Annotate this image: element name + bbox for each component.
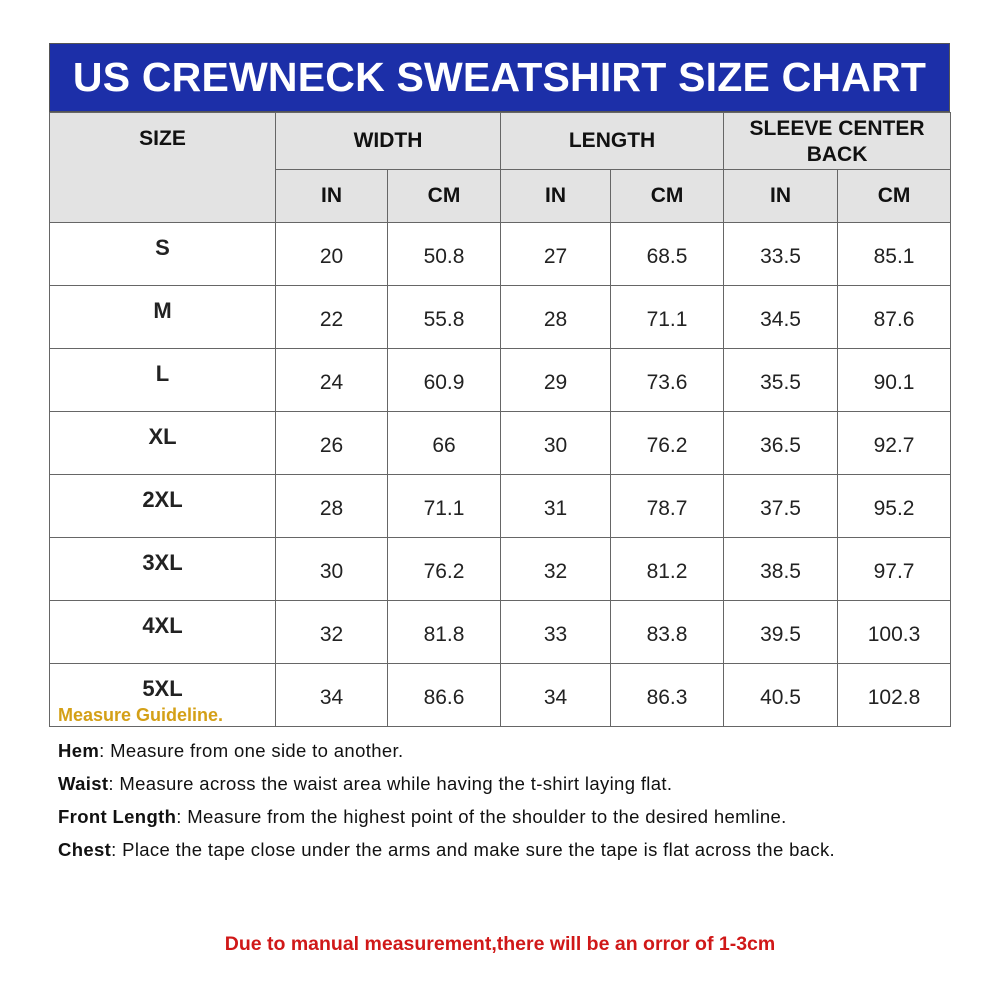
size-cell: 4XL bbox=[50, 601, 276, 664]
guideline-text: : Measure from one side to another. bbox=[99, 740, 404, 761]
guideline-term: Waist bbox=[58, 772, 109, 794]
table-row bbox=[50, 286, 951, 349]
sleeve-in-cell: 33.5 bbox=[724, 223, 838, 286]
guideline-item-waist bbox=[58, 768, 958, 801]
sleeve-in-cell: 40.5 bbox=[724, 664, 838, 727]
width-cm-cell: 81.8 bbox=[388, 601, 501, 664]
sleeve-in-cell: 37.5 bbox=[724, 475, 838, 538]
length-in-cell: 31 bbox=[501, 475, 611, 538]
length-cm-header: CM bbox=[611, 170, 724, 223]
guideline-text: : Place the tape close under the arms and make sure the tape is flat across the back. bbox=[111, 838, 836, 860]
table-body bbox=[50, 223, 951, 727]
sleeve-cm-cell: 92.7 bbox=[838, 412, 951, 475]
size-cell: L bbox=[50, 349, 276, 412]
length-in-cell: 34 bbox=[501, 664, 611, 727]
sleeve-in-cell: 36.5 bbox=[724, 412, 838, 475]
size-cell: 3XL bbox=[50, 538, 276, 601]
guideline-term: Chest bbox=[58, 838, 112, 860]
size-cell: 5XL bbox=[50, 664, 276, 727]
width-header: WIDTH bbox=[276, 113, 501, 170]
guideline-term: Hem bbox=[58, 740, 100, 761]
sleeve-cm-header: CM bbox=[838, 170, 951, 223]
length-in-cell: 30 bbox=[501, 412, 611, 475]
table-header-row bbox=[50, 113, 951, 170]
length-cm-cell: 76.2 bbox=[611, 412, 724, 475]
chart-title: US CREWNECK SWEATSHIRT SIZE CHART bbox=[49, 43, 950, 112]
width-cm-cell: 60.9 bbox=[388, 349, 501, 412]
measure-guideline bbox=[58, 705, 958, 867]
width-cm-cell: 71.1 bbox=[388, 475, 501, 538]
sleeve-cm-cell: 87.6 bbox=[838, 286, 951, 349]
length-cm-cell: 81.2 bbox=[611, 538, 724, 601]
size-table bbox=[49, 112, 951, 727]
length-cm-cell: 83.8 bbox=[611, 601, 724, 664]
size-cell: S bbox=[50, 223, 276, 286]
width-in-cell: 28 bbox=[276, 475, 388, 538]
length-cm-cell: 68.5 bbox=[611, 223, 724, 286]
guideline-item-chest bbox=[58, 834, 958, 867]
length-in-header: IN bbox=[501, 170, 611, 223]
length-cm-cell: 73.6 bbox=[611, 349, 724, 412]
width-in-cell: 22 bbox=[276, 286, 388, 349]
guideline-term: Front Length bbox=[58, 805, 177, 827]
width-cm-cell: 66 bbox=[388, 412, 501, 475]
width-in-cell: 32 bbox=[276, 601, 388, 664]
length-in-cell: 29 bbox=[501, 349, 611, 412]
length-header: LENGTH bbox=[501, 113, 724, 170]
measurement-note: Due to manual measurement,there will be an orror of 1-3cm bbox=[224, 933, 776, 955]
size-cell: XL bbox=[50, 412, 276, 475]
table-row bbox=[50, 601, 951, 664]
table-row bbox=[50, 538, 951, 601]
guideline-title: Measure Guideline. bbox=[58, 705, 224, 725]
sleeve-in-cell: 35.5 bbox=[724, 349, 838, 412]
width-in-cell: 24 bbox=[276, 349, 388, 412]
size-chart bbox=[49, 43, 950, 727]
width-cm-cell: 76.2 bbox=[388, 538, 501, 601]
guideline-item-front-length bbox=[58, 801, 958, 834]
length-cm-cell: 78.7 bbox=[611, 475, 724, 538]
sleeve-cm-cell: 97.7 bbox=[838, 538, 951, 601]
size-header: SIZE bbox=[50, 113, 276, 223]
sleeve-cm-cell: 102.8 bbox=[838, 664, 951, 727]
sleeve-cm-cell: 100.3 bbox=[838, 601, 951, 664]
table-row bbox=[50, 223, 951, 286]
guideline-item-hem bbox=[58, 735, 958, 768]
sleeve-in-cell: 38.5 bbox=[724, 538, 838, 601]
length-in-cell: 28 bbox=[501, 286, 611, 349]
size-cell: 2XL bbox=[50, 475, 276, 538]
width-cm-header: CM bbox=[388, 170, 501, 223]
sleeve-cm-cell: 95.2 bbox=[838, 475, 951, 538]
width-cm-cell: 55.8 bbox=[388, 286, 501, 349]
sleeve-in-cell: 39.5 bbox=[724, 601, 838, 664]
guideline-text: : Measure across the waist area while having the t-shirt laying flat. bbox=[108, 772, 673, 794]
guideline-text: : Measure from the highest point of the shoulder to the desired hemline. bbox=[176, 805, 787, 827]
sleeve-in-header: IN bbox=[724, 170, 838, 223]
sleeve-in-cell: 34.5 bbox=[724, 286, 838, 349]
sleeve-header-line1: SLEEVE CENTER bbox=[749, 116, 925, 140]
table-row bbox=[50, 412, 951, 475]
width-cm-cell: 50.8 bbox=[388, 223, 501, 286]
sleeve-cm-cell: 85.1 bbox=[838, 223, 951, 286]
sleeve-header bbox=[724, 113, 951, 170]
width-in-header: IN bbox=[276, 170, 388, 223]
sleeve-cm-cell: 90.1 bbox=[838, 349, 951, 412]
width-in-cell: 34 bbox=[276, 664, 388, 727]
width-in-cell: 30 bbox=[276, 538, 388, 601]
length-in-cell: 33 bbox=[501, 601, 611, 664]
width-cm-cell: 86.6 bbox=[388, 664, 501, 727]
length-cm-cell: 86.3 bbox=[611, 664, 724, 727]
length-in-cell: 27 bbox=[501, 223, 611, 286]
length-cm-cell: 71.1 bbox=[611, 286, 724, 349]
width-in-cell: 20 bbox=[276, 223, 388, 286]
size-cell: M bbox=[50, 286, 276, 349]
width-in-cell: 26 bbox=[276, 412, 388, 475]
length-in-cell: 32 bbox=[501, 538, 611, 601]
table-row bbox=[50, 349, 951, 412]
table-row bbox=[50, 475, 951, 538]
sleeve-header-line2: BACK bbox=[806, 143, 868, 166]
